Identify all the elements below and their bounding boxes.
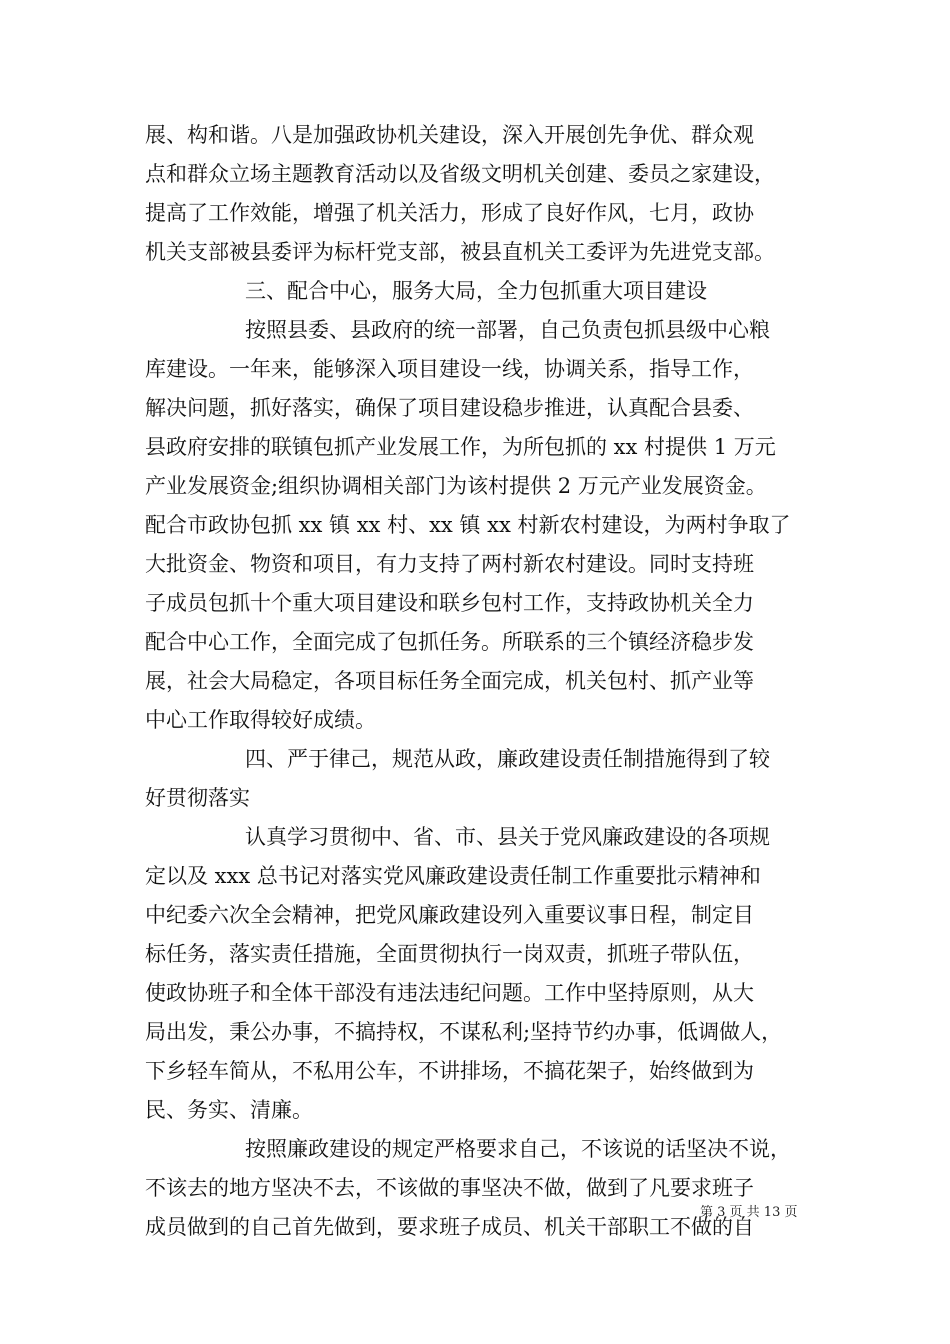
body-text [145,116,815,1247]
text-line: 中心工作取得较好成绩。 [145,708,376,732]
text-line: 成员做到的自己首先做到，要求班子成员、机关干部职工不做的自 [145,1215,754,1239]
text-line: 局出发，秉公办事，不搞持权，不谋私利;坚持节约办事，低调做人， [145,1020,783,1044]
text-line: 民、务实、清廉。 [145,1098,313,1122]
text-line: 大批资金、物资和项目，有力支持了两村新农村建设。同时支持班 [145,552,754,576]
page-number: 第 3 页 共 13 页 [700,1205,798,1220]
text-line: 认真学习贯彻中、省、市、县关于党风廉政建设的各项规 [245,825,770,849]
section-heading-4-continued: 好贯彻落实 [145,786,250,810]
text-line: 中纪委六次全会精神，把党风廉政建设列入重要议事日程，制定目 [145,903,754,927]
text-line: 定以及 xxx 总书记对落实党风廉政建设责任制工作重要批示精神和 [145,864,761,888]
section-heading-3: 三、配合中心，服务大局，全力包抓重大项目建设 [245,279,707,303]
text-line: 库建设。一年来，能够深入项目建设一线，协调关系，指导工作， [145,357,754,381]
text-line: 产业发展资金;组织协调相关部门为该村提供 2 万元产业发展资金。 [145,474,767,498]
text-line: 展，社会大局稳定，各项目标任务全面完成，机关包村、抓产业等 [145,669,754,693]
section-heading-4: 四、严于律己，规范从政，廉政建设责任制措施得到了较 [245,747,770,771]
text-line: 配合市政协包抓 xx 镇 xx 村、xx 镇 xx 村新农村建设，为两村争取了 [145,513,791,537]
text-line: 不该去的地方坚决不去，不该做的事坚决不做，做到了凡要求班子 [145,1176,754,1200]
text-line: 县政府安排的联镇包抓产业发展工作，为所包抓的 xx 村提供 1 万元 [145,435,776,459]
text-line: 按照县委、县政府的统一部署，自己负责包抓县级中心粮 [245,318,770,342]
text-line: 标任务，落实责任措施，全面贯彻执行一岗双责，抓班子带队伍， [145,942,754,966]
text-line: 提高了工作效能，增强了机关活力，形成了良好作风，七月，政协 [145,201,754,225]
text-line: 解决问题，抓好落实，确保了项目建设稳步推进，认真配合县委、 [145,396,754,420]
text-line: 配合中心工作，全面完成了包抓任务。所联系的三个镇经济稳步发 [145,630,754,654]
text-line: 点和群众立场主题教育活动以及省级文明机关创建、委员之家建设， [145,162,775,186]
text-line: 使政协班子和全体干部没有违法违纪问题。工作中坚持原则，从大 [145,981,754,1005]
text-line: 按照廉政建设的规定严格要求自己，不该说的话坚决不说， [245,1137,791,1161]
text-line: 机关支部被县委评为标杆党支部，被县直机关工委评为先进党支部。 [145,240,775,264]
text-line: 展、构和谐。八是加强政协机关建设，深入开展创先争优、群众观 [145,123,754,147]
text-line: 下乡轻车简从，不私用公车，不讲排场，不搞花架子，始终做到为 [145,1059,754,1083]
text-line: 子成员包抓十个重大项目建设和联乡包村工作，支持政协机关全力 [145,591,754,615]
